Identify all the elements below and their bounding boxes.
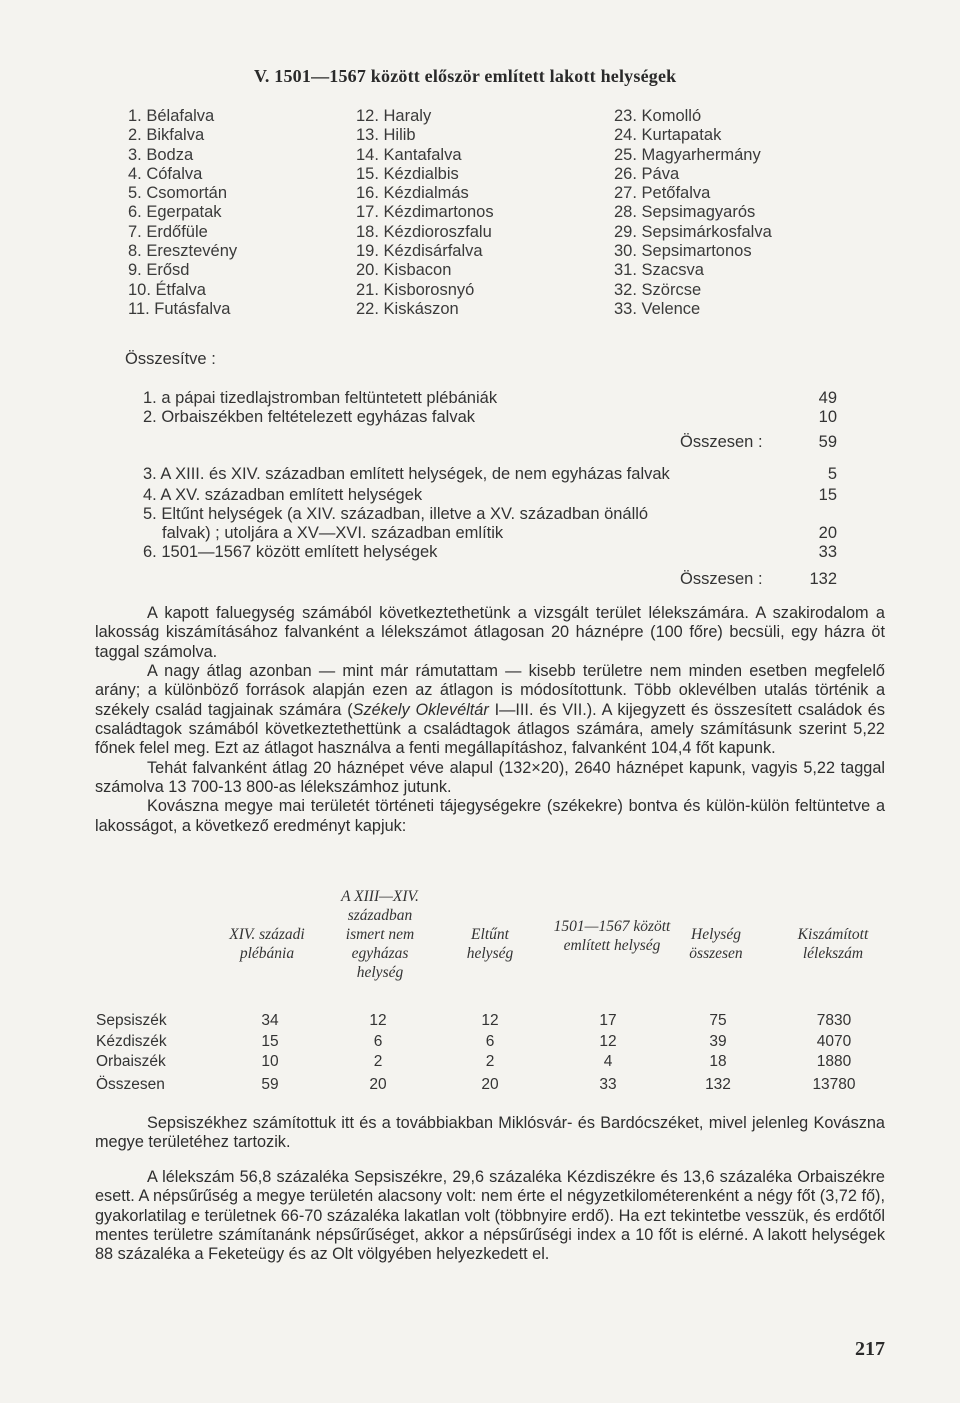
summary-item-3-value: 5 <box>827 465 837 483</box>
summary-item-1: 1. a pápai tizedlajstromban feltüntetett plébániák <box>143 389 498 407</box>
table-cell: 2 <box>485 1053 495 1070</box>
summary-total-value: 132 <box>809 570 837 588</box>
place-item: 12. Haraly <box>356 107 432 125</box>
place-item: 32. Szörcse <box>614 280 702 299</box>
table-header-population: Kiszámított lélekszám <box>797 926 869 962</box>
page-number: 217 <box>855 1338 885 1360</box>
table-header-nonchurch: A XIII—XIV. században ismert nem egyházas helység <box>341 888 419 981</box>
place-item: 21. Kisborosnyó <box>356 280 475 299</box>
summary-subtotal-label: Összesen : <box>680 433 763 451</box>
table-total-cell: 13780 <box>812 1076 856 1093</box>
table-cell: 2 <box>373 1053 383 1070</box>
table-cell: 6 <box>373 1033 383 1050</box>
place-list-col3 <box>614 107 772 319</box>
place-item: 20. Kisbacon <box>356 261 452 280</box>
table-total-cell: 132 <box>705 1076 731 1093</box>
table-cell: 12 <box>369 1012 387 1029</box>
summary-item-6: 6. 1501—1567 között említett helységek <box>143 543 438 561</box>
table-header-parish: XIV. századi plébánia <box>229 926 305 962</box>
summary-item-5-value: 20 <box>818 524 837 542</box>
place-item: 6. Egerpatak <box>128 203 222 222</box>
place-item: 11. Futásfalva <box>128 299 231 318</box>
place-item: 9. Erősd <box>128 261 190 280</box>
place-item: 26. Páva <box>614 164 680 183</box>
place-item: 33. Velence <box>614 299 701 318</box>
summary-item-1-value: 49 <box>818 389 837 407</box>
table-header-vanished: Eltűnt helység <box>466 926 514 962</box>
table-cell: 4070 <box>816 1033 852 1050</box>
place-item: 15. Kézdialbis <box>356 164 459 183</box>
table-cell: 4 <box>603 1053 613 1070</box>
place-item: 14. Kantafalva <box>356 145 462 164</box>
paragraph-3: Tehát falvanként átlag 20 háznépet véve alapul (132×20), 2640 háznépet kapunk, vagyis 5,22 taggal számolva 13 700-13 800-as lélekszámhoz jutunk. <box>95 758 885 797</box>
summary-item-3: 3. A XIII. és XIV. században említett helységek, de nem egyházas falvak <box>143 465 670 483</box>
place-item: 8. Eresztevény <box>128 242 238 261</box>
paragraph-1: A kapott faluegység számából következtethetünk a vizsgált terület lélekszámára. A szakirodalom a lakosság kiszámításához falvanként a lélekszámot átlagosan 20 háznépre (100 főre) becsüli, egy házra öt taggal számolva. <box>95 604 885 661</box>
place-item: 7. Erdőfüle <box>128 222 208 241</box>
table-cell: 7830 <box>816 1012 852 1029</box>
place-item: 3. Bodza <box>128 145 194 164</box>
summary-item-5-line1: 5. Eltűnt helységek (a XIV. században, illetve a XV. században önálló <box>143 505 649 523</box>
table-cell: 39 <box>709 1033 727 1050</box>
summary-item-2: 2. Orbaiszékben feltételezett egyházas falvak <box>143 408 476 426</box>
table-total-label: Összesen <box>96 1076 165 1093</box>
paragraph-5: Sepsiszékhez számítottuk itt és a továbbiakban Miklósvár- és Bardócszéket, mivel jelenleg Kovászna megye területéhez tartozik. <box>95 1114 885 1152</box>
paragraph-6: A lélekszám 56,8 százaléka Sepsiszékre, 29,6 százaléka Kézdiszékre és 13,6 százaléka Orbaiszékre esett. A népsűrűség a megye területén alacsony volt: nem érte el négyzetkilométerenként a négy főt (3,72 fő), gyakorlatilag e területnek 66-70 százaléka lakatlan volt (többnyire erdő). Ha ezt tekintetbe vesszük, és erdőtől mentes területre számítanánk népsűrűséget, akkor a népsűrűségi index a 10 főt is elérné. A lakott helységek 88 százaléka a Feketeügy és az Olt völgyében helyezkedett el. <box>95 1168 885 1264</box>
table-cell: 15 <box>261 1033 279 1050</box>
table-total-cell: 59 <box>261 1076 279 1093</box>
place-item: 29. Sepsimárkosfalva <box>614 222 772 241</box>
paragraph-2: A nagy átlag azonban — mint már rámutattam — kisebb területre nem minden esetben megfelelő arány; a különböző források alapján ezen az átlagon is módosítottunk. Több oklevélben utalás történik a székely család tagjainak számára (Székely Oklevéltár I—III. és VII.). A kijegyzett és összesített családok és családtagok számából következtethettünk a családtagok átlagos számára, amely számításunk szerint 5,22 főnek felel meg. Ezt az átlagot használva a fenti megállapításhoz, falvanként 104,4 főt kapunk. <box>95 662 885 758</box>
table-header-total-places: Helység összesen <box>689 926 743 962</box>
place-item: 5. Csomortán <box>128 184 228 203</box>
place-list-col1 <box>128 107 237 319</box>
place-list-col2 <box>356 107 494 319</box>
summary-heading: Összesítve : <box>125 350 216 368</box>
summary-item-4-value: 15 <box>818 486 837 504</box>
place-item: 2. Bikfalva <box>128 126 205 145</box>
table-cell: 75 <box>709 1012 727 1029</box>
summary-item-2-value: 10 <box>818 408 837 426</box>
table-cell: 18 <box>709 1053 727 1070</box>
table-row-label: Kézdiszék <box>96 1033 167 1050</box>
table-cell: 1880 <box>816 1053 852 1070</box>
table-cell: 12 <box>599 1033 617 1050</box>
place-item: 24. Kurtapatak <box>614 126 722 145</box>
place-item: 19. Kézdisárfalva <box>356 242 483 261</box>
table-total-cell: 20 <box>369 1076 387 1093</box>
table-cell: 6 <box>485 1033 495 1050</box>
table-row-label: Sepsiszék <box>96 1012 167 1029</box>
place-item: 4. Cófalva <box>128 164 203 183</box>
paragraph-4: Kovászna megye mai területét történeti tájegységekre (székekre) bontva és külön-külön feltüntetve a lakosságot, a következő eredményt kapjuk: <box>95 797 885 835</box>
place-item: 30. Sepsimartonos <box>614 242 752 261</box>
table-header-mentioned: 1501—1567 között említett helység <box>553 918 671 954</box>
place-item: 25. Magyarhermány <box>614 145 761 164</box>
table-total-cell: 33 <box>599 1076 617 1093</box>
place-item: 22. Kiskászon <box>356 299 459 318</box>
table-cell: 12 <box>481 1012 499 1029</box>
place-item: 18. Kézdioroszfalu <box>356 222 492 241</box>
table-cell: 17 <box>599 1012 617 1029</box>
section-title: V. 1501—1567 között először említett lakott helységek <box>254 66 677 86</box>
summary-item-4: 4. A XV. században említett helységek <box>143 486 423 504</box>
place-item: 23. Komolló <box>614 107 702 125</box>
place-item: 10. Étfalva <box>128 280 206 299</box>
place-item: 13. Hilib <box>356 126 416 145</box>
place-item: 31. Szacsva <box>614 261 704 280</box>
table-total-cell: 20 <box>481 1076 499 1093</box>
summary-item-5-line2: falvak) ; utoljára a XV—XVI. században említik <box>162 524 504 542</box>
place-item: 27. Petőfalva <box>614 184 711 203</box>
place-item: 17. Kézdimartonos <box>356 203 494 222</box>
summary-item-6-value: 33 <box>818 543 837 561</box>
body-text <box>95 604 885 836</box>
table-cell: 34 <box>261 1012 279 1029</box>
place-item: 28. Sepsimagyarós <box>614 203 756 222</box>
summary-subtotal-value: 59 <box>818 433 837 451</box>
place-item: 16. Kézdialmás <box>356 184 469 203</box>
table-row-label: Orbaiszék <box>96 1053 166 1070</box>
summary-total-label: Összesen : <box>680 570 763 588</box>
table-cell: 10 <box>261 1053 279 1070</box>
place-item: 1. Bélafalva <box>128 107 215 125</box>
citation: Székely Oklevéltár <box>352 700 489 719</box>
